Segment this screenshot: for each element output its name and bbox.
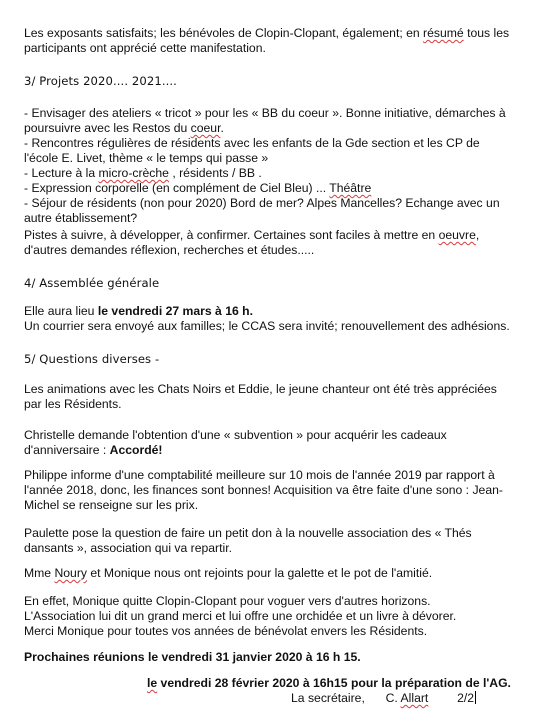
project-item-2: - Rencontres régulières de résidents avec les enfants de la Gde section et les CP de	[24, 136, 480, 150]
spellcheck-word: oeuvre	[438, 228, 476, 242]
signature-initial: C.	[385, 691, 401, 705]
project-item-3: - Lecture à la micro-crèche , résidents / BB .	[24, 166, 262, 180]
project-item-4: - Expression corporelle (en complément de Ciel Bleu) ... Théâtre	[24, 181, 372, 195]
project-item-5-cont: autre établissement?	[24, 211, 138, 225]
paragraph-finances: Philippe informe d'une comptabilité meilleure sur 10 mois de l'année 2019 par rapport à l'année 2018, donc, les finances sont bonnes! Acquisition va être faite d'une sono : Jean- Michel se renseigne sur les prix.	[24, 468, 503, 512]
second-meeting: le vendredi 28 février 2020 à 16h15 pour la préparation de l'AG.	[147, 676, 511, 690]
paragraph-subvention: Christelle demande l'obtention d'une « subvention » pour acquérir les cadeaux d'anniversaire : Accordé!	[24, 428, 447, 457]
section-3-followup	[24, 228, 524, 258]
project-item-1: - Envisager des ateliers « tricot » pour les « BB du coeur ». Bonne initiative, démarches à	[24, 106, 506, 120]
spellcheck-word: micro-crèche	[98, 166, 169, 180]
section-3-heading: 3/ Projets 2020.... 2021....	[24, 74, 177, 88]
signature-line	[291, 691, 476, 706]
intro-line-1: Les exposants satisfaits; les bénévoles de Clopin-Clopant, également; en résumé tous les	[24, 26, 510, 40]
project-item-2-cont: l'école E. Livet, thème « le temps qui passe »	[24, 151, 269, 165]
spellcheck-word: résumé	[423, 26, 464, 40]
ag-date-line: Elle aura lieu le vendredi 27 mars à 16 h.	[24, 304, 253, 318]
ag-info-line: Un courrier sera envoyé aux familles; le CCAS sera invité; renouvellement des adhésions.	[24, 319, 510, 333]
section-3-list	[24, 106, 524, 226]
project-item-5: - Séjour de résidents (non pour 2020) Bord de mer? Alpes Mancelles? Echange avec un	[24, 196, 500, 210]
text-cursor	[475, 691, 476, 704]
page-number: 2/2	[457, 691, 475, 705]
ag-date: le vendredi 27 mars à 16 h.	[97, 304, 253, 318]
paragraph-monique: En effet, Monique quitte Clopin-Clopant pour voguer vers d'autres horizons. L'Association lui dit un grand merci et lui offre une orchidée et un livre à dévorer. Merci Monique pour toutes vos années de bénévolat envers les Résidents.	[24, 594, 457, 638]
paragraph-galette: Mme Noury et Monique nous ont rejoints pour la galette et le pot de l'amitié.	[24, 566, 433, 580]
accorde-text: Accordé!	[109, 443, 163, 457]
signature-name: Allart	[400, 691, 429, 705]
section-4-body	[24, 304, 524, 334]
followup-line-2: d'autres demandes réflexion, recherches et études.....	[24, 243, 315, 257]
spellcheck-word: coeur	[190, 121, 221, 135]
section-4-heading: 4/ Assemblée générale	[24, 276, 160, 290]
spellcheck-word: le	[147, 676, 158, 690]
next-meetings: Prochaines réunions le vendredi 31 janvier 2020 à 16 h 15.	[24, 650, 361, 664]
intro-line-2: participants ont apprécié cette manifestation.	[24, 41, 266, 55]
project-item-1-cont: poursuivre avec les Restos du coeur.	[24, 121, 224, 135]
signature-role: La secrétaire,	[291, 691, 365, 705]
section-5-heading: 5/ Questions diverses -	[24, 352, 160, 366]
paragraph-animations: Les animations avec les Chats Noirs et Eddie, le jeune chanteur ont été très appréciées par les Résidents.	[24, 382, 497, 411]
intro-paragraph	[24, 26, 524, 56]
spellcheck-word: Noury	[54, 566, 87, 580]
spellcheck-word: Théâtre	[329, 181, 372, 195]
paragraph-don: Paulette pose la question de faire un petit don à la nouvelle association des « Thés dansants », association qui va repartir.	[24, 526, 472, 555]
followup-line-1: Pistes à suivre, à développer, à confirmer. Certaines sont faciles à mettre en oeuvre,	[24, 228, 480, 242]
